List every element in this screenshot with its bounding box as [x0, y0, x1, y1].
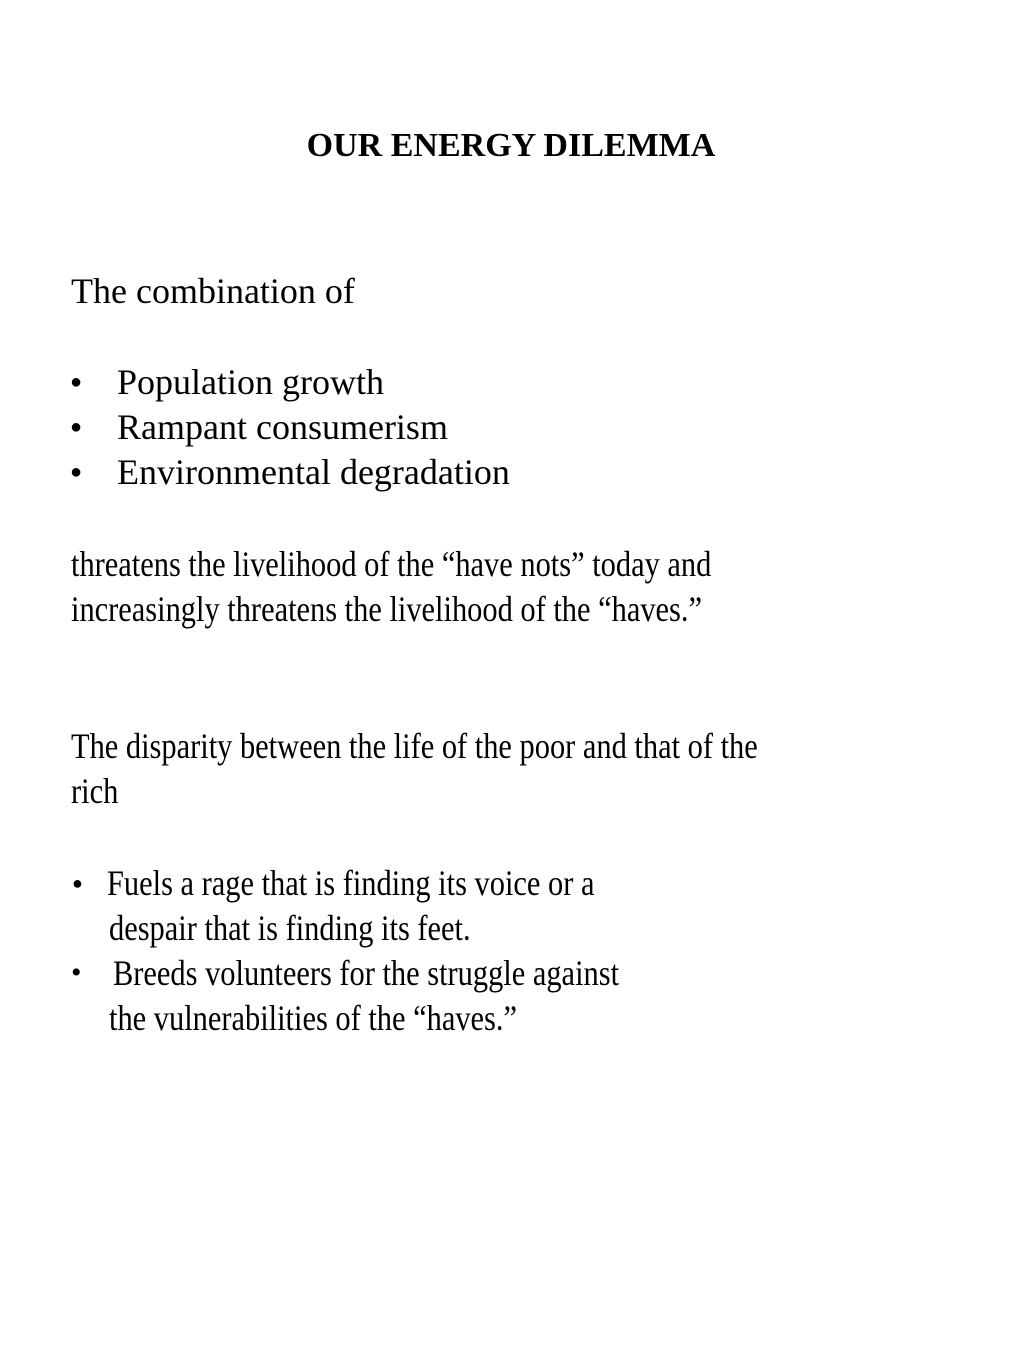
list-item-text: Rampant consumerism	[117, 407, 448, 447]
paragraph-line: The disparity between the life of the poor and that of the	[71, 726, 758, 766]
list-item-text: Fuels a rage that is finding its voice or a	[107, 863, 595, 903]
paragraph-line: rich	[71, 771, 119, 811]
list-item-text: Environmental degradation	[117, 452, 510, 492]
bullet-icon: •	[71, 956, 82, 989]
paragraph-line: increasingly threatens the livelihood of the “haves.”	[71, 589, 703, 629]
list-item-text-continued: the vulnerabilities of the “haves.”	[109, 998, 517, 1038]
list-item-text-continued: despair that is finding its feet.	[109, 908, 471, 948]
bullet-icon: ●	[70, 461, 83, 483]
list-item-text: Population growth	[117, 362, 384, 402]
list-item-text: Breeds volunteers for the struggle against	[113, 953, 620, 993]
bullet-icon: ●	[72, 873, 83, 893]
intro-text: The combination of	[71, 271, 355, 311]
bullet-icon: ●	[70, 371, 83, 393]
page-title: OUR ENERGY DILEMMA	[306, 127, 716, 164]
bullet-icon: ●	[70, 416, 83, 438]
paragraph-line: threatens the livelihood of the “have nots” today and	[71, 544, 712, 584]
